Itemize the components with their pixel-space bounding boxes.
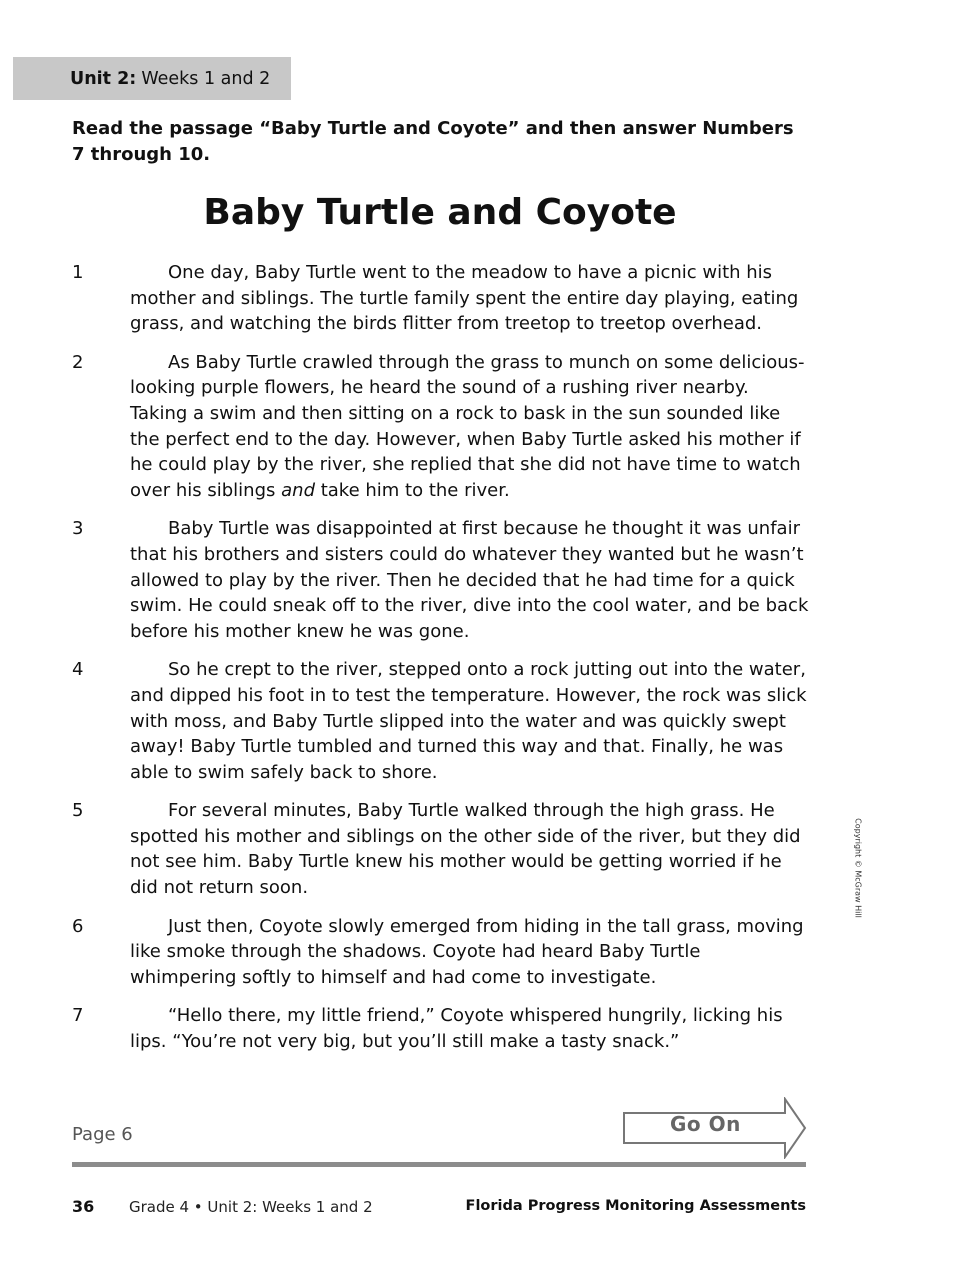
paragraph-number: 1 <box>72 262 84 283</box>
paragraph-text: Just then, Coyote slowly emerged from hiding in the tall grass, moving like smoke through the shadows. Coyote had heard Baby Turtle whimpering softly to himself and had come to investigate. <box>130 915 804 988</box>
paragraph-2 <box>0 350 979 504</box>
page-label: Page 6 <box>72 1124 133 1145</box>
paragraph-3 <box>0 516 979 644</box>
go-on-label: Go On <box>670 1112 741 1136</box>
paragraph-text <box>130 350 810 504</box>
paragraph-number: 2 <box>72 351 84 373</box>
paragraph-1 <box>0 260 979 337</box>
paragraph-5 <box>0 798 979 900</box>
footer-assessment-name: Florida Progress Monitoring Assessments <box>465 1198 806 1214</box>
paragraph-text: So he crept to the river, stepped onto a rock jutting out into the water, and dipped his foot in to test the temperature. However, the rock was slick with moss, and Baby Turtle slipped into the water and was quickly swept away! Baby Turtle tumbled and turned this way and that. Finally, he was able to swim safely back to shore. <box>130 659 807 783</box>
paragraph-4 <box>0 657 979 785</box>
unit-label: Unit 2: <box>70 68 137 89</box>
footer-divider <box>72 1162 806 1167</box>
paragraph-text-part: take him to the river. <box>315 479 510 501</box>
paragraph-number: 5 <box>72 800 84 822</box>
paragraph-number: 6 <box>72 915 84 937</box>
paragraph-number: 4 <box>72 659 84 681</box>
instructions: Read the passage “Baby Turtle and Coyote” and then answer Numbers 7 through 10. <box>72 118 794 165</box>
paragraph-text: Baby Turtle was disappointed at first because he thought it was unfair that his brothers and sisters could do whatever they wanted but he wasn’t allowed to play by the river. Then he decided that he had time for a quick swim. He could sneak off to the river, dive into the cool water, and be back before his mother knew he was gone. <box>130 518 809 642</box>
paragraph-text: “Hello there, my little friend,” Coyote whispered hungrily, licking his lips. “You’re not very big, but you’ll still make a tasty snack.” <box>130 1005 783 1053</box>
paragraph-number: 3 <box>72 518 84 540</box>
emphasized-word: and <box>281 479 315 501</box>
paragraph-number: 7 <box>72 1005 84 1027</box>
paragraph-text: For several minutes, Baby Turtle walked through the high grass. He spotted his mother and siblings on the other side of the river, but they did not see him. Baby Turtle knew his mother would be getting worried if he did not return soon. <box>130 800 801 899</box>
footer-grade-unit: Grade 4 • Unit 2: Weeks 1 and 2 <box>129 1198 373 1216</box>
passage-title: Baby Turtle and Coyote <box>203 192 677 233</box>
footer-page-number: 36 <box>72 1197 95 1216</box>
copyright-notice: Copyright © McGraw Hill <box>853 818 863 918</box>
paragraph-text-part: As Baby Turtle crawled through the grass to munch on some delicious-looking purple flowers, he heard the sound of a rushing river nearby. Taking a swim and then sitting on a rock to bask in the sun sounded like the perfect end to the day. However, when Baby Turtle asked his mother if he could play by the river, she replied that she did not have time to watch over his siblings <box>130 351 805 501</box>
paragraph-7 <box>0 1003 979 1054</box>
paragraph-text: One day, Baby Turtle went to the meadow to have a picnic with his mother and siblings. The turtle family spent the entire day playing, eating grass, and watching the birds flitter from treetop to treetop overhead. <box>130 262 799 335</box>
passage <box>0 260 979 1068</box>
unit-weeks: Weeks 1 and 2 <box>141 68 271 89</box>
unit-header-tab <box>13 57 291 100</box>
go-on-arrow <box>622 1097 808 1159</box>
paragraph-6 <box>0 914 979 991</box>
